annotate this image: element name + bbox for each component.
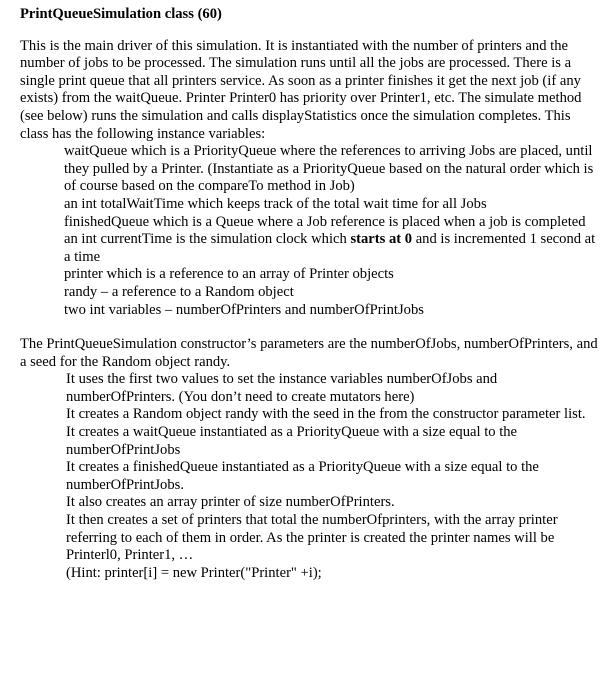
constructor-step: It then creates a set of printers that total the numberOfprinters, with the array printer referring to each of them in order. As the printer is created the printer names will be Printerl0, Printer1, … [66, 512, 558, 564]
document [20, 6, 600, 582]
instance-variable-item: randy – a reference to a Random object [64, 283, 294, 300]
constructor-step-hint: (Hint: printer[i] = new Printer("Printer" +i); [66, 564, 322, 581]
instance-variable-item: an int totalWaitTime which keeps track of the total wait time for all Jobs [64, 195, 487, 212]
constructor-step: It creates a Random object randy with the seed in the from the constructor parameter list. [66, 406, 586, 423]
instance-variable-item-current-time [64, 231, 600, 266]
instance-variable-item: printer which is a reference to an array of Printer objects [64, 266, 394, 283]
paragraph-gap [20, 319, 600, 336]
constructor-step-list [66, 371, 600, 582]
constructor-step: It uses the first two values to set the instance variables numberOfJobs and numberOfPrinters. (You don’t need to create mutators here) [66, 371, 498, 405]
instance-variable-list [64, 143, 600, 319]
instance-variable-item: finishedQueue which is a Queue where a Job reference is placed when a job is completed [64, 213, 586, 230]
current-time-text-before: an int currentTime is the simulation clock which [64, 231, 351, 248]
constructor-step: It also creates an array printer of size numberOfPrinters. [66, 494, 395, 511]
current-time-bold-text: starts at 0 [350, 231, 413, 248]
instance-variable-item: two int variables – numberOfPrinters and numberOfPrintJobs [64, 301, 424, 318]
section-heading: PrintQueueSimulation class (60) [20, 6, 222, 22]
intro-paragraph: This is the main driver of this simulation. It is instantiated with the number of printers and the number of jobs to be processed. The simulation runs until all the jobs are processed. There is a single print queue that all printers service. As soon as a printer finishes it get the next job (if any exists) from the waitQueue. Printer Printer0 has priority over Printer1, etc. The simulate method (see below) runs the simulation and calls displayStatistics once the simulation completes. This class has the following instance variables: [20, 37, 582, 142]
current-time-text-after: and is incremented 1 second at a time [64, 231, 596, 265]
instance-variable-item: waitQueue which is a PriorityQueue where the references to arriving Jobs are placed, until they pulled by a Printer. (Instantiate as a PriorityQueue based on the natural order which is of course based on the compareTo method in Job) [64, 143, 594, 195]
constructor-step: It creates a finishedQueue instantiated as a PriorityQueue with a size equal to the numberOfPrintJobs. [66, 459, 539, 493]
constructor-paragraph: The PrintQueueSimulation constructor’s parameters are the numberOfJobs, numberOfPrinters, and a seed for the Random object randy. [20, 336, 598, 370]
constructor-step: It creates a waitQueue instantiated as a PriorityQueue with a size equal to the numberOfPrintJobs [66, 424, 518, 458]
